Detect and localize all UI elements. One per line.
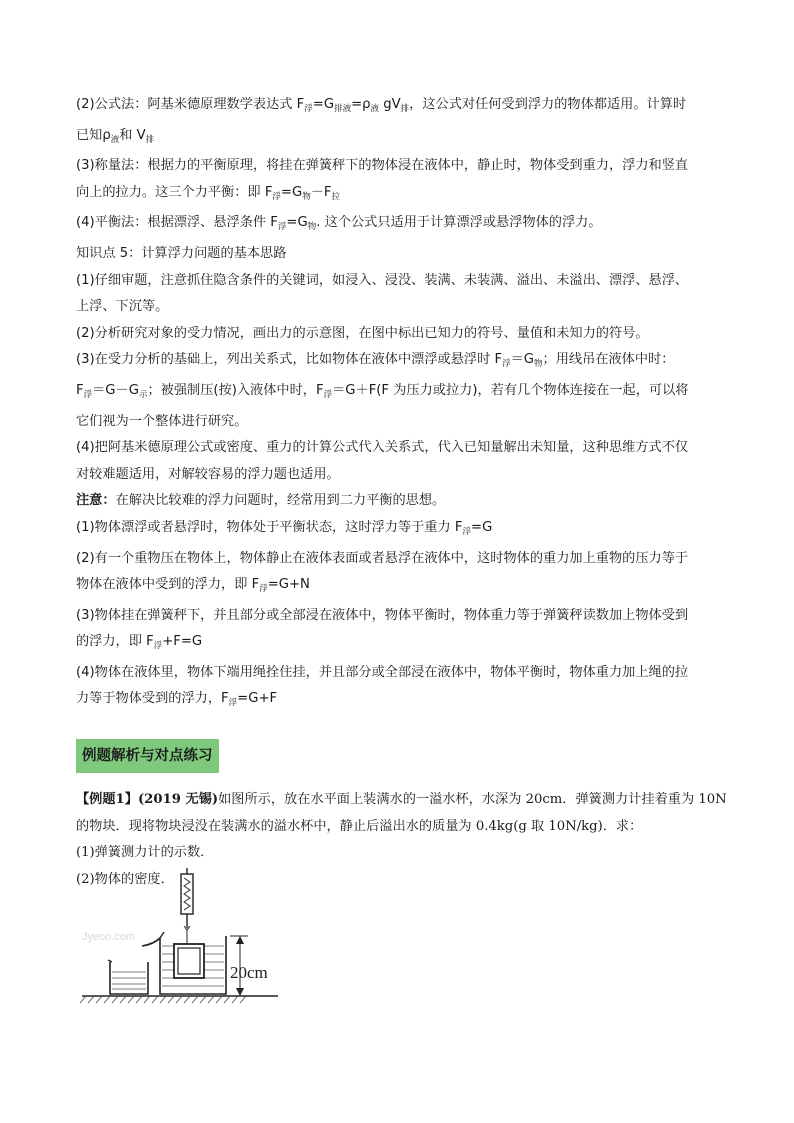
paragraph-line: [76, 572, 726, 603]
paragraph-line: [76, 686, 726, 717]
watermark-text: Jyeoo.com: [82, 931, 136, 943]
subscript: 浮: [83, 389, 93, 400]
subscript: 浮: [272, 191, 281, 202]
text: ＝G: [510, 352, 535, 368]
subscript: 物: [534, 359, 543, 370]
text: =ρ: [351, 97, 371, 112]
paragraph-line: (4)物体在液体里，物体下端用绳拴住挂，并且部分或全部浸在液体中，物体平衡时，物体重力加上绳的拉: [76, 664, 689, 680]
text: ；被强制压(按)入液体中时，F: [147, 382, 324, 398]
paragraph-line: [76, 378, 726, 409]
text: (2)公式法：阿基米德原理数学表达式 F: [76, 97, 305, 112]
paragraph-line: [76, 92, 726, 123]
paragraph-line: 对较难题适用，对解较容易的浮力题也适用。: [76, 466, 340, 482]
subscript: 浮: [277, 222, 287, 233]
paragraph-line: (3)称量法：根据力的平衡原理，将挂在弹簧秤下的物体浸在液体中，静止时，物体受到重力，浮力和竖直: [76, 158, 689, 174]
knowledge-point-title: 知识点 5：计算浮力问题的基本思路: [76, 245, 287, 261]
question-2: (2)物体的密度．: [76, 871, 174, 887]
text: 的浮力，即 F: [76, 634, 154, 650]
text: －F: [310, 184, 332, 200]
text: F: [76, 382, 84, 398]
note-line: [76, 488, 726, 515]
text: 向上的拉力。这三个力平衡：即 F: [76, 184, 273, 200]
paragraph-line: (1)仔细审题，注意抓住隐含条件的关键词，如浸入、浸没、装满、未装满、溢出、未溢出、漂浮、悬浮、: [76, 272, 689, 288]
text: =G+F: [237, 691, 278, 707]
subscript: 拉: [331, 191, 341, 202]
paragraph-line: (4)把阿基米德原理公式或密度、重力的计算公式代入关系式，代入已知量解出未知量，这种思维方式不仅: [76, 440, 689, 456]
paragraph-line: [76, 210, 726, 241]
paragraph-line: [76, 123, 726, 154]
subscript: 浮: [502, 359, 511, 370]
example-source: (2019 无锡): [137, 792, 219, 808]
subscript: 浮: [228, 698, 238, 709]
text: ＝G－G: [92, 382, 139, 398]
paragraph-line: [76, 347, 726, 378]
paragraph-line: [76, 515, 726, 546]
note-label: 注意：: [76, 493, 116, 509]
text: =G: [280, 184, 303, 200]
text: 已知ρ: [76, 127, 111, 143]
ground-hatch: [80, 996, 246, 1003]
example-line: [76, 787, 726, 814]
text: =G+N: [267, 577, 310, 593]
subscript: 浮: [462, 526, 472, 537]
text: (1)物体漂浮或者悬浮时，物体处于平衡状态，这时浮力等于重力 F: [76, 519, 463, 535]
paragraph-line: (3)物体挂在弹簧秤下，并且部分或全部浸在液体中，物体平衡时，物体重力等于弹簧秤读数加上物体受到: [76, 607, 689, 623]
text: ，这公式对任何受到浮力的物体都适用。计算时: [409, 97, 687, 112]
overflow-cup-figure: [80, 868, 280, 1010]
text: . 这个公式只适用于计算漂浮或悬浮物体的浮力。: [316, 215, 602, 231]
text: +F=G: [162, 634, 203, 650]
example-tag: 【例题1】: [76, 792, 138, 808]
subscript: 液: [370, 104, 380, 114]
text: ；用线吊在液体中时：: [542, 352, 675, 368]
paragraph-line: (2)有一个重物压在物体上，物体静止在液体表面或者悬浮在液体中，这时物体的重力加上重物的压力等于: [76, 550, 689, 566]
paragraph-line: (2)分析研究对象的受力情况，画出力的示意图，在图中标出已知力的符号、量值和未知力的符号。: [76, 325, 649, 341]
example-line: 的物块．现将物块浸没在装满水的溢水杯中，静止后溢出水的质量为 0.4kg(g 取 10N/kg)．求：: [76, 818, 643, 834]
experiment-diagram: [80, 868, 280, 1010]
subscript: 排液: [334, 104, 352, 114]
paragraph-line: 它们视为一个整体进行研究。: [76, 413, 248, 429]
text: ＝G＋F(F 为压力或拉力)，若有几个物体连接在一起，可以将: [332, 382, 689, 398]
text: gV: [379, 97, 401, 112]
subscript: 排: [145, 134, 155, 145]
subscript: 物: [307, 222, 317, 233]
subscript: 液: [110, 134, 120, 145]
subscript: 浮: [304, 104, 313, 114]
paragraph-line: [76, 629, 726, 660]
text: 和 V: [119, 127, 146, 143]
depth-label: 20cm: [230, 963, 268, 982]
text: 在解决比较难的浮力问题时，经常用到二力平衡的思想。: [115, 493, 446, 509]
question-1: (1)弹簧测力计的示数．: [76, 845, 214, 861]
text: =G: [471, 519, 493, 535]
text: (3)在受力分析的基础上，列出关系式，比如物体在液体中漂浮或悬浮时 F: [76, 352, 503, 368]
subscript: 浮: [153, 641, 163, 652]
paragraph-line: [76, 180, 726, 211]
block: [174, 930, 204, 978]
small-beaker: [108, 960, 148, 994]
spring-scale: [181, 868, 193, 930]
text: (4)平衡法：根据漂浮、悬浮条件 F: [76, 215, 278, 231]
subscript: 浮: [259, 584, 268, 595]
subscript: 物: [302, 191, 311, 202]
subscript: 排: [400, 104, 410, 114]
subscript: 浮: [323, 389, 333, 400]
text: =G: [286, 215, 308, 231]
text: 如图所示，放在水平面上装满水的一溢水杯，水深为 20cm．弹簧测力计挂着重为 10N: [218, 792, 727, 808]
text: 物体在液体中受到的浮力，即 F: [76, 577, 260, 593]
section-heading: 例题解析与对点练习: [76, 739, 219, 773]
paragraph-line: 上浮、下沉等。: [76, 299, 169, 315]
document-body: [76, 92, 726, 893]
text: =G: [312, 97, 335, 112]
subscript: 示: [138, 389, 148, 400]
text: 力等于物体受到的浮力，F: [76, 691, 229, 707]
